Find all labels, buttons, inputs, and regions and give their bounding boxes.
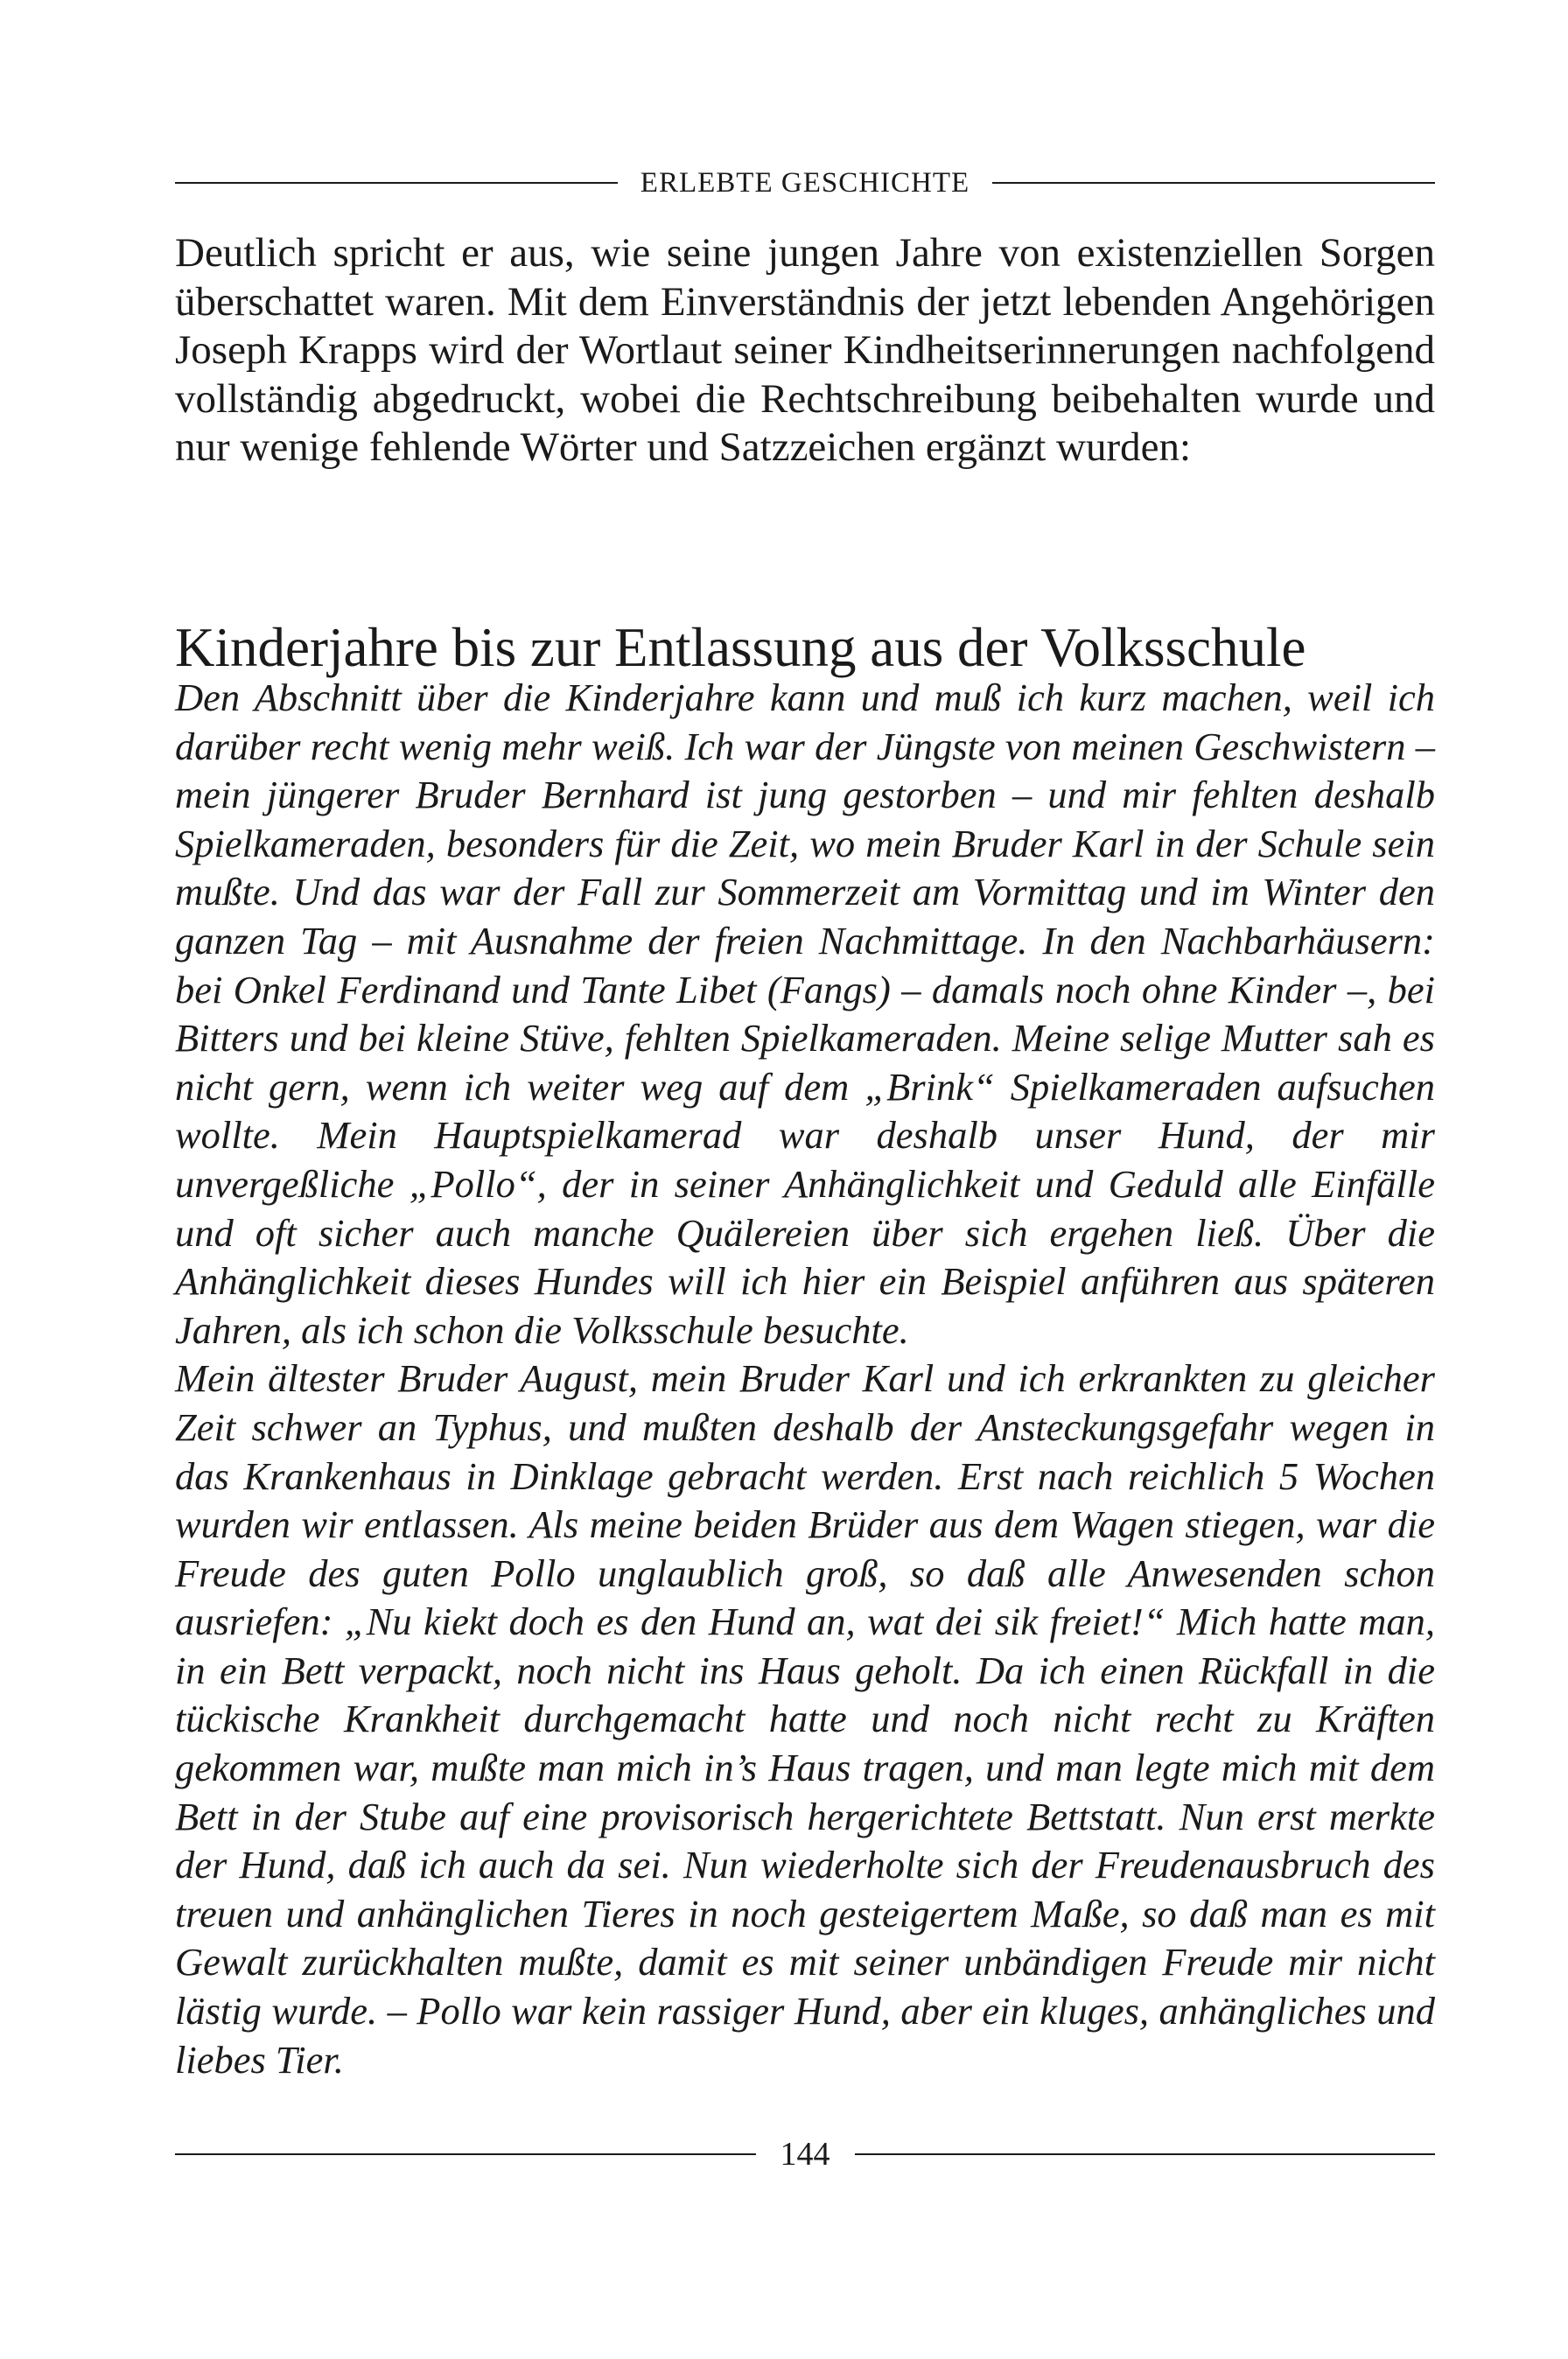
chapter-title: Kinderjahre bis zur Entlassung aus der Volksschule: [175, 617, 1306, 678]
memoir-paragraph-2: Mein ältester Bruder August, mein Bruder Karl und ich erkrankten zu gleicher Zeit schwer an Typhus, und mußten deshalb der Ansteckungsgefahr wegen in das Krankenhaus in Dinklage gebracht werden. Erst nach reichlich 5 Wochen wurden wir entlassen. Als meine beiden Brüder aus dem Wagen stiegen, war die Freude des guten Pollo unglaublich groß, so daß alle Anwesenden schon ausriefen: „Nu kiekt doch es den Hund an, wat dei sik freiet!“ Mich hatte man, in ein Bett verpackt, noch nicht ins Haus geholt. Da ich einen Rückfall in die tückische Krankheit durchgemacht hatte und noch nicht recht zu Kräften gekommen war, mußte man mich in’s Haus tragen, und man legte mich mit dem Bett in der Stube auf eine provisorisch hergerichtete Bettstatt. Nun erst merkte der Hund, daß ich auch da sei. Nun wiederholte sich der Freudenausbruch des treuen und anhänglichen Tieres in noch gesteigertem Maße, so daß man es mit Gewalt zurückhalten mußte, damit es mit seiner unbändigen Freude mir nicht lästig wurde. – Pollo war kein rassiger Hund, aber ein kluges, anhängliches und liebes Tier.: [175, 1356, 1435, 2082]
footer-rule-left: [175, 2153, 756, 2155]
page-number: 144: [780, 2136, 830, 2173]
memoir-text: [175, 674, 1435, 2084]
page-footer: [175, 2133, 1435, 2175]
intro-paragraph: Deutlich spricht er aus, wie seine jungen Jahre von existenziellen Sorgen überschattet waren. Mit dem Einverständnis der jetzt lebenden Angehörigen Joseph Krapps wird der Wortlaut seiner Kindheitserinnerungen nachfolgend vollständig abgedruckt, wobei die Rechtschreibung beibehalten wurde und nur wenige fehlende Wörter und Satzzeichen ergänzt wurden:: [175, 230, 1435, 471]
memoir-paragraph-1: Den Abschnitt über die Kinderjahre kann und muß ich kurz machen, weil ich darüber recht wenig mehr weiß. Ich war der Jüngste von meinen Geschwistern – mein jüngerer Bruder Bernhard ist jung gestorben – und mir fehlten deshalb Spielkameraden, besonders für die Zeit, wo mein Bruder Karl in der Schule sein mußte. Und das war der Fall zur Sommerzeit am Vormittag und im Winter den ganzen Tag – mit Ausnahme der freien Nachmittage. In den Nachbarhäusern: bei Onkel Ferdinand und Tante Libet (Fangs) – damals noch ohne Kinder –, bei Bitters und bei kleine Stüve, fehlten Spielkameraden. Meine selige Mutter sah es nicht gern, wenn ich weiter weg auf dem „Brink“ Spielkameraden aufsuchen wollte. Mein Hauptspielkamerad war deshalb unser Hund, der mir unvergeßliche „Pollo“, der in seiner Anhänglichkeit und Geduld alle Einfälle und oft sicher auch manche Quälereien über sich ergehen ließ. Über die Anhänglichkeit dieses Hundes will ich hier ein Beispiel anführen aus späteren Jahren, als ich schon die Volksschule besuchte.: [175, 676, 1435, 1352]
running-head-rule-left: [175, 182, 618, 184]
running-head-title: ERLEBTE GESCHICHTE: [640, 166, 970, 199]
running-head: [175, 162, 1435, 204]
running-head-rule-right: [992, 182, 1435, 184]
footer-rule-right: [855, 2153, 1436, 2155]
